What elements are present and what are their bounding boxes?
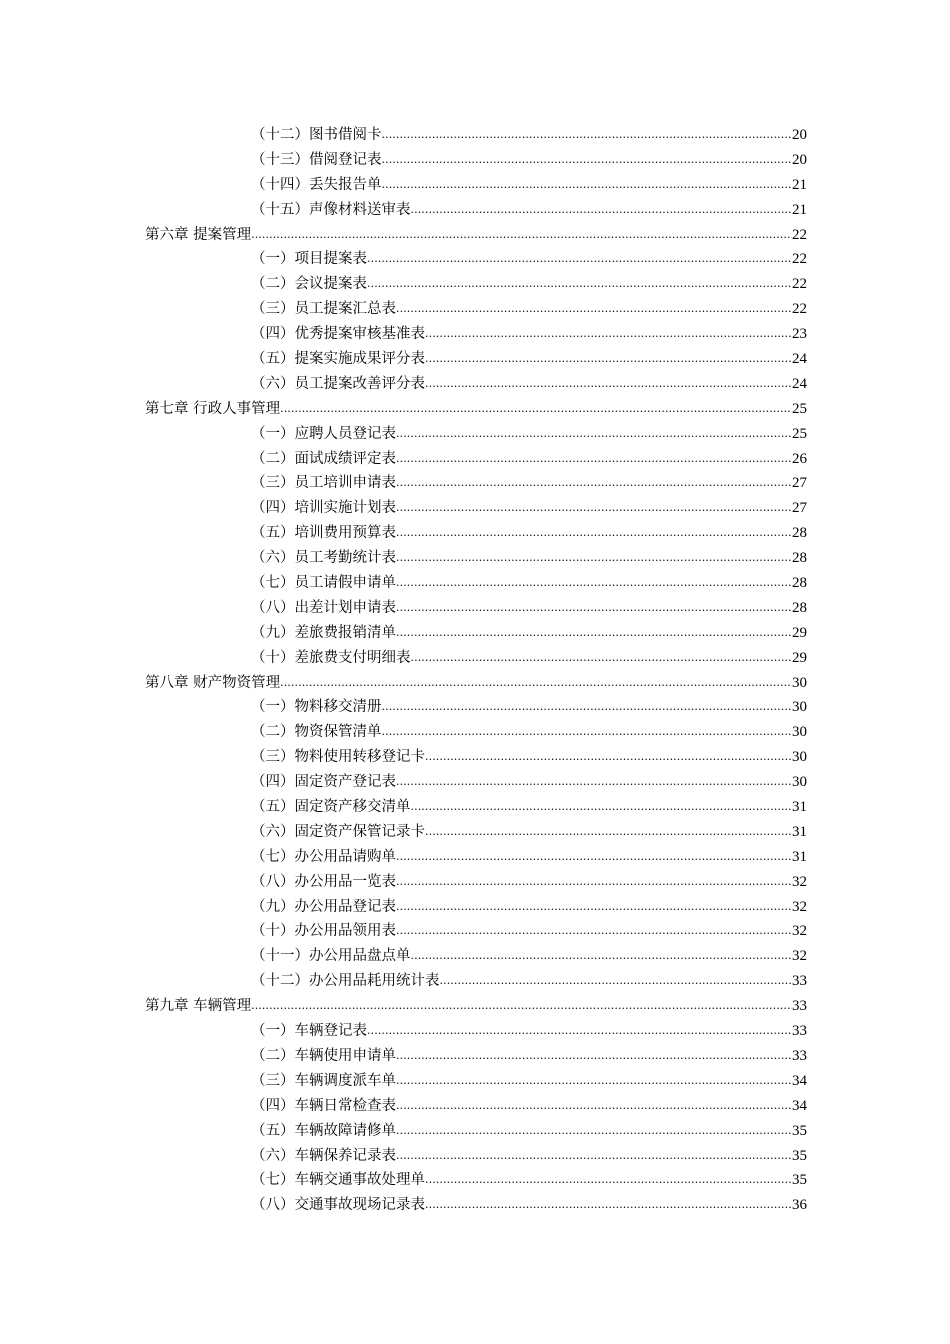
toc-section-entry[interactable] — [145, 621, 807, 646]
toc-entry-label: 第九章 车辆管理 — [145, 998, 252, 1015]
toc-dot-leader — [396, 621, 792, 646]
toc-page-number: 21 — [792, 201, 807, 218]
toc-section-entry[interactable] — [145, 920, 807, 945]
toc-dot-leader — [411, 944, 793, 969]
toc-entry-label: （四）优秀提案审核基准表 — [251, 326, 425, 343]
toc-dot-leader — [396, 1144, 792, 1169]
toc-page-number: 22 — [792, 301, 807, 318]
toc-dot-leader — [425, 745, 792, 770]
toc-section-entry[interactable] — [145, 123, 807, 148]
toc-section-entry[interactable] — [145, 870, 807, 895]
toc-dot-leader — [425, 1193, 792, 1218]
toc-section-entry[interactable] — [145, 1019, 807, 1044]
toc-page-number: 23 — [792, 326, 807, 343]
toc-entry-label: （十三）借阅登记表 — [251, 151, 382, 168]
toc-entry-label: （一）车辆登记表 — [251, 1023, 367, 1040]
toc-page-number: 20 — [792, 126, 807, 143]
toc-dot-leader — [440, 969, 793, 994]
toc-page-number: 32 — [792, 873, 807, 890]
toc-page-number: 33 — [792, 1047, 807, 1064]
toc-page-number: 24 — [792, 375, 807, 392]
toc-page-number: 32 — [792, 898, 807, 915]
toc-dot-leader — [280, 397, 792, 422]
toc-entry-label: （十五）声像材料送审表 — [251, 201, 411, 218]
toc-entry-label: （一）项目提案表 — [251, 251, 367, 268]
toc-entry-label: （九）差旅费报销清单 — [251, 624, 396, 641]
toc-page-number: 35 — [792, 1122, 807, 1139]
toc-entry-label: （三）车辆调度派车单 — [251, 1072, 396, 1089]
toc-entry-label: （五）培训费用预算表 — [251, 525, 396, 542]
toc-page-number: 33 — [792, 998, 807, 1015]
toc-dot-leader — [367, 247, 792, 272]
toc-section-entry[interactable] — [145, 322, 807, 347]
toc-dot-leader — [382, 123, 793, 148]
toc-entry-label: （八）出差计划申请表 — [251, 599, 396, 616]
toc-entry-label: （二）车辆使用申请单 — [251, 1047, 396, 1064]
toc-dot-leader — [425, 372, 792, 397]
toc-section-entry[interactable] — [145, 1069, 807, 1094]
toc-entry-label: （二）面试成绩评定表 — [251, 450, 396, 467]
toc-dot-leader — [382, 148, 793, 173]
toc-section-entry[interactable] — [145, 372, 807, 397]
toc-entry-label: （五）提案实施成果评分表 — [251, 351, 425, 367]
toc-page-number: 28 — [792, 550, 807, 567]
toc-entry-label: （三）物料使用转移登记卡 — [251, 749, 425, 766]
toc-entry-label: （六）车辆保养记录表 — [251, 1147, 396, 1164]
toc-section-entry[interactable] — [145, 596, 807, 621]
toc-section-entry[interactable] — [145, 1168, 807, 1193]
toc-dot-leader — [251, 223, 792, 248]
toc-page-number: 26 — [792, 450, 807, 467]
toc-dot-leader — [411, 198, 793, 223]
toc-page-number: 30 — [792, 749, 807, 766]
toc-dot-leader — [396, 1069, 792, 1094]
toc-entry-label: （六）员工提案改善评分表 — [251, 375, 425, 392]
toc-page-number: 35 — [792, 1147, 807, 1164]
toc-dot-leader — [396, 422, 792, 447]
toc-dot-leader — [396, 447, 792, 472]
toc-section-entry[interactable] — [145, 820, 807, 845]
toc-page-number: 22 — [792, 276, 807, 293]
toc-entry-label: （十二）图书借阅卡 — [251, 126, 382, 143]
toc-chapter-entry[interactable] — [145, 994, 807, 1019]
toc-dot-leader — [411, 795, 793, 820]
toc-page-number: 31 — [792, 799, 807, 816]
toc-entry-label: （四）培训实施计划表 — [251, 500, 396, 517]
toc-entry-label: （十一）办公用品盘点单 — [251, 948, 411, 965]
toc-page-number: 27 — [792, 475, 807, 492]
toc-dot-leader — [425, 820, 792, 845]
toc-page-number: 21 — [792, 176, 807, 193]
toc-entry-label: （六）固定资产保管记录卡 — [251, 823, 425, 840]
toc-dot-leader — [396, 297, 792, 322]
toc-section-entry[interactable] — [145, 471, 807, 496]
toc-page-number: 24 — [792, 351, 807, 367]
toc-entry-label: （五）车辆故障请修单 — [251, 1122, 396, 1139]
toc-section-entry[interactable] — [145, 845, 807, 870]
toc-page-number: 34 — [792, 1072, 807, 1089]
toc-page-number: 33 — [792, 973, 807, 990]
toc-chapter-entry[interactable] — [145, 671, 807, 696]
toc-entry-label: （二）物资保管清单 — [251, 724, 382, 741]
toc-entry-label: （十）办公用品领用表 — [251, 923, 396, 940]
toc-page-number: 31 — [792, 848, 807, 865]
toc-section-entry[interactable] — [145, 1044, 807, 1069]
toc-entry-label: （二）会议提案表 — [251, 276, 367, 293]
toc-section-entry[interactable] — [145, 1193, 807, 1218]
toc-entry-label: （三）员工培训申请表 — [251, 475, 396, 492]
toc-section-entry[interactable] — [145, 745, 807, 770]
toc-dot-leader — [396, 521, 792, 546]
toc-section-entry[interactable] — [145, 546, 807, 571]
toc-page-number: 27 — [792, 500, 807, 517]
toc-entry-label: （七）员工请假申请单 — [251, 575, 396, 592]
toc-dot-leader — [396, 1119, 792, 1144]
toc-page-number: 31 — [792, 823, 807, 840]
toc-section-entry[interactable] — [145, 347, 807, 372]
toc-dot-leader — [396, 845, 792, 870]
toc-chapter-entry[interactable] — [145, 397, 807, 422]
toc-dot-leader — [251, 994, 792, 1019]
toc-dot-leader — [425, 322, 792, 347]
toc-entry-label: 第六章 提案管理 — [145, 226, 252, 243]
toc-page-number: 20 — [792, 151, 807, 168]
toc-entry-label: 第七章 行政人事管理 — [145, 400, 281, 417]
toc-entry-label: （十四）丢失报告单 — [251, 176, 382, 193]
toc-dot-leader — [396, 870, 792, 895]
toc-entry-label: 第八章 财产物资管理 — [145, 674, 281, 691]
toc-entry-label: （六）员工考勤统计表 — [251, 550, 396, 567]
toc-section-entry[interactable] — [145, 1144, 807, 1169]
toc-dot-leader — [382, 173, 793, 198]
toc-page-number: 33 — [792, 1023, 807, 1040]
table-of-contents — [145, 123, 807, 1218]
toc-page-number: 30 — [792, 724, 807, 741]
toc-page-number: 22 — [792, 226, 807, 243]
toc-entry-label: （七）车辆交通事故处理单 — [251, 1172, 425, 1189]
toc-dot-leader — [396, 571, 792, 596]
toc-page-number: 28 — [792, 525, 807, 542]
toc-dot-leader — [396, 546, 792, 571]
toc-dot-leader — [425, 347, 792, 372]
toc-dot-leader — [367, 1019, 792, 1044]
toc-page-number: 35 — [792, 1172, 807, 1189]
toc-page-number: 28 — [792, 575, 807, 592]
toc-section-entry[interactable] — [145, 895, 807, 920]
toc-entry-label: （八）办公用品一览表 — [251, 873, 396, 890]
toc-entry-label: （四）固定资产登记表 — [251, 774, 396, 791]
toc-page-number: 25 — [792, 425, 807, 442]
toc-page-number: 34 — [792, 1097, 807, 1114]
toc-dot-leader — [396, 471, 792, 496]
toc-section-entry[interactable] — [145, 422, 807, 447]
toc-section-entry[interactable] — [145, 795, 807, 820]
toc-dot-leader — [280, 671, 792, 696]
toc-page-number: 30 — [792, 674, 807, 691]
toc-dot-leader — [396, 1044, 792, 1069]
toc-entry-label: （七）办公用品请购单 — [251, 848, 396, 865]
toc-dot-leader — [425, 1168, 792, 1193]
toc-section-entry[interactable] — [145, 969, 807, 994]
toc-entry-label: （五）固定资产移交清单 — [251, 799, 411, 816]
toc-dot-leader — [396, 596, 792, 621]
toc-entry-label: （三）员工提案汇总表 — [251, 301, 396, 318]
toc-chapter-entry[interactable] — [145, 223, 807, 248]
toc-entry-label: （一）应聘人员登记表 — [251, 425, 396, 442]
toc-page-number: 30 — [792, 774, 807, 791]
toc-dot-leader — [411, 646, 793, 671]
toc-dot-leader — [396, 920, 792, 945]
toc-section-entry[interactable] — [145, 1119, 807, 1144]
toc-page-number: 29 — [792, 624, 807, 641]
toc-section-entry[interactable] — [145, 198, 807, 223]
toc-entry-label: （九）办公用品登记表 — [251, 898, 396, 915]
toc-section-entry[interactable] — [145, 272, 807, 297]
toc-page-number: 30 — [792, 699, 807, 716]
toc-dot-leader — [396, 1094, 792, 1119]
toc-section-entry[interactable] — [145, 148, 807, 173]
toc-section-entry[interactable] — [145, 944, 807, 969]
toc-section-entry[interactable] — [145, 297, 807, 322]
toc-section-entry[interactable] — [145, 496, 807, 521]
toc-entry-label: （十）差旅费支付明细表 — [251, 649, 411, 666]
toc-section-entry[interactable] — [145, 173, 807, 198]
toc-section-entry[interactable] — [145, 571, 807, 596]
toc-entry-label: （八）交通事故现场记录表 — [251, 1197, 425, 1214]
toc-dot-leader — [396, 895, 792, 920]
toc-entry-label: （四）车辆日常检查表 — [251, 1097, 396, 1114]
toc-page-number: 32 — [792, 948, 807, 965]
toc-page-number: 32 — [792, 923, 807, 940]
toc-page-number: 25 — [792, 400, 807, 417]
toc-dot-leader — [382, 695, 793, 720]
toc-entry-label: （一）物料移交清册 — [251, 699, 382, 716]
toc-dot-leader — [396, 496, 792, 521]
toc-section-entry[interactable] — [145, 521, 807, 546]
toc-section-entry[interactable] — [145, 720, 807, 745]
toc-dot-leader — [396, 770, 792, 795]
toc-section-entry[interactable] — [145, 1094, 807, 1119]
toc-entry-label: （十二）办公用品耗用统计表 — [251, 973, 440, 990]
toc-section-entry[interactable] — [145, 447, 807, 472]
toc-page-number: 36 — [792, 1197, 807, 1214]
toc-section-entry[interactable] — [145, 646, 807, 671]
toc-page-number: 22 — [792, 251, 807, 268]
toc-section-entry[interactable] — [145, 770, 807, 795]
toc-dot-leader — [382, 720, 793, 745]
toc-page-number: 29 — [792, 649, 807, 666]
toc-section-entry[interactable] — [145, 695, 807, 720]
toc-page-number: 28 — [792, 599, 807, 616]
toc-section-entry[interactable] — [145, 247, 807, 272]
toc-dot-leader — [367, 272, 792, 297]
